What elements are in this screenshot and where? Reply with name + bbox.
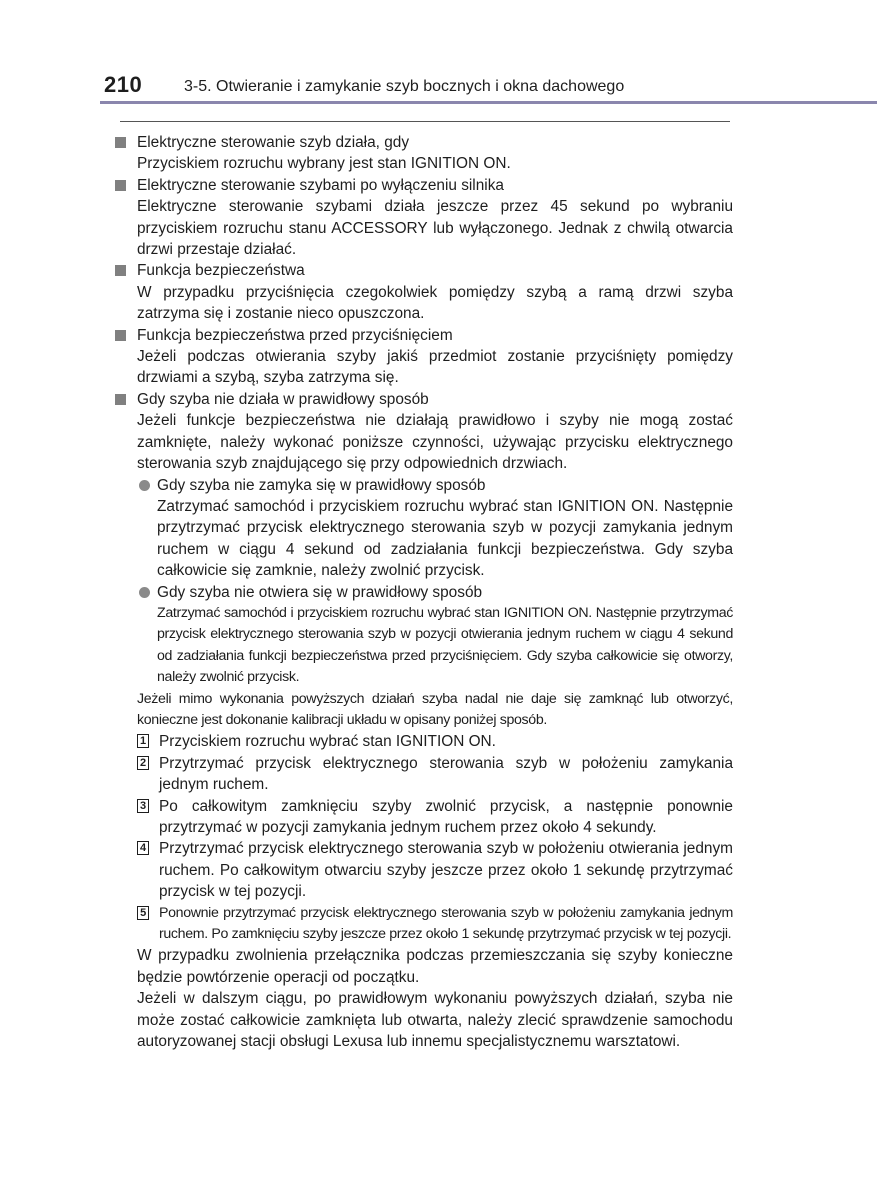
square-bullet-icon [115,265,126,276]
section-heading [115,132,733,153]
section-after-engine-off [115,175,733,261]
step-item [115,838,733,902]
bullet-body: Zatrzymać samochód i przyciskiem rozruchu wybrać stan IGNITION ON. Następnie przytrzymać przycisk elektrycznego sterowania szyb w pozycji otwierania jednym ruchem w ciągu 4 sekund od zadziałania funkcji bezpieczeństwa przed przyciśnięciem. Gdy szyba całkowicie się otworzy, należy zwolnić przycisk. [157,604,733,686]
section-title: Funkcja bezpieczeństwa [137,262,305,280]
section-ignition [115,132,733,175]
step-item [115,731,733,752]
section-title: Gdy szyba nie działa w prawidłowy sposób [137,390,429,408]
section-heading [115,260,733,281]
section-title: Elektryczne sterowanie szybami po wyłączeniu silnika [137,176,504,194]
step-number-icon: 3 [137,799,149,813]
step-number-icon: 2 [137,756,149,770]
step-text: Przytrzymać przycisk elektrycznego sterowania szyb w położeniu zamykania jednym ruchem. [159,754,733,794]
bullet-body: Zatrzymać samochód i przyciskiem rozruchu wybrać stan IGNITION ON. Następnie przytrzymać przycisk elektrycznego sterowania szyb w pozycji zamykania jednym ruchem w ciągu 4 sekund od zadziałania funkcji bezpieczeństwa. Gdy szyba całkowicie się zamknie, należy zwolnić przycisk. [157,497,733,580]
page-number: 210 [104,72,143,97]
step-number-icon: 5 [137,906,149,920]
bullet-heading [115,582,733,603]
section-heading [115,175,733,196]
step-item [115,796,733,839]
section-title: Elektryczne sterowanie szyb działa, gdy [137,134,410,151]
section-body: Elektryczne sterowanie szybami działa jeszcze przez 45 sekund po wybraniu przyciskiem rozruchu stanu ACCESSORY lub wyłączonego. Jednak z chwilą otwarcia drzwi przestaje działać. [137,198,733,259]
section-safety [115,260,733,324]
square-bullet-icon [115,330,126,341]
circle-bullet-icon [139,587,150,598]
chapter-title: 3-5. Otwieranie i zamykanie szyb bocznych i okna dachowego [184,78,625,95]
bullet-heading [115,475,733,496]
section-heading [115,325,733,346]
content-rule [120,121,730,122]
step-text: Po całkowitym zamknięciu szyby zwolnić przycisk, a następnie ponownie przytrzymać w pozycji zamykania jednym ruchem przez około 4 sekundy. [159,797,733,836]
section-malfunction [115,389,733,1053]
section-body: Jeżeli podczas otwierania szyby jakiś przedmiot zostanie przyciśnięty pomiędzy drzwiami a szybą, szyba zatrzyma się. [137,348,733,387]
step-text: Ponownie przytrzymać przycisk elektrycznego sterowania szyb w położeniu zamykania jednym ruchem. Po zamknięciu szyby jeszcze przez około 1 sekundę przytrzymać przycisk w tej pozycji. [159,904,733,943]
section-heading [115,389,733,410]
step-number-icon: 4 [137,841,149,855]
step-text: Przytrzymać przycisk elektrycznego sterowania szyb w położeniu otwierania jednym ruchem. Po całkowitym otwarciu szyby jeszcze przez około 1 sekundę przytrzymać przycisk w tej pozycji. [159,840,733,901]
step-item [115,903,733,946]
step-item [115,753,733,796]
section-body: W przypadku przyciśnięcia czegokolwiek pomiędzy szybą a ramą drzwi szyba zatrzyma się i zostanie nieco opuszczona. [137,283,733,323]
square-bullet-icon [115,394,126,405]
header-rule [100,101,877,104]
section-body: Przyciskiem rozruchu wybrany jest stan IGNITION ON. [137,155,511,173]
calibration-intro: Jeżeli mimo wykonania powyższych działań szyba nadal nie daje się zamknąć lub otworzyć, konieczne jest dokonanie kalibracji układu w opisany poniżej sposób. [137,690,733,728]
main-content [115,132,733,1052]
note-paragraph: Jeżeli w dalszym ciągu, po prawidłowym wykonaniu powyższych działań, szyba nie może zostać całkowicie zamknięta lub otwarta, należy zlecić sprawdzenie samochodu autoryzowanej stacji obsługi Lexusa lub innemu specjalistycznemu warsztatowi. [137,990,733,1051]
square-bullet-icon [115,137,126,148]
bullet-title: Gdy szyba nie zamyka się w prawidłowy sposób [157,476,486,494]
step-text: Przyciskiem rozruchu wybrać stan IGNITION ON. [159,733,496,751]
section-title: Funkcja bezpieczeństwa przed przyciśnięciem [137,326,453,344]
circle-bullet-icon [139,480,150,491]
bullet-title: Gdy szyba nie otwiera się w prawidłowy sposób [157,583,483,601]
note-paragraph: W przypadku zwolnienia przełącznika podczas przemieszczania się szyby konieczne będzie powtórzenie operacji od początku. [137,947,733,986]
square-bullet-icon [115,180,126,191]
section-body: Jeżeli funkcje bezpieczeństwa nie działają prawidłowo i szyby nie mogą zostać zamknięte, należy wykonać poniższe czynności, używając przycisku elektrycznego sterowania szyb znajdującego się przy odpowiednich drzwiach. [137,412,733,473]
section-anti-pinch [115,325,733,389]
step-number-icon: 1 [137,734,149,748]
